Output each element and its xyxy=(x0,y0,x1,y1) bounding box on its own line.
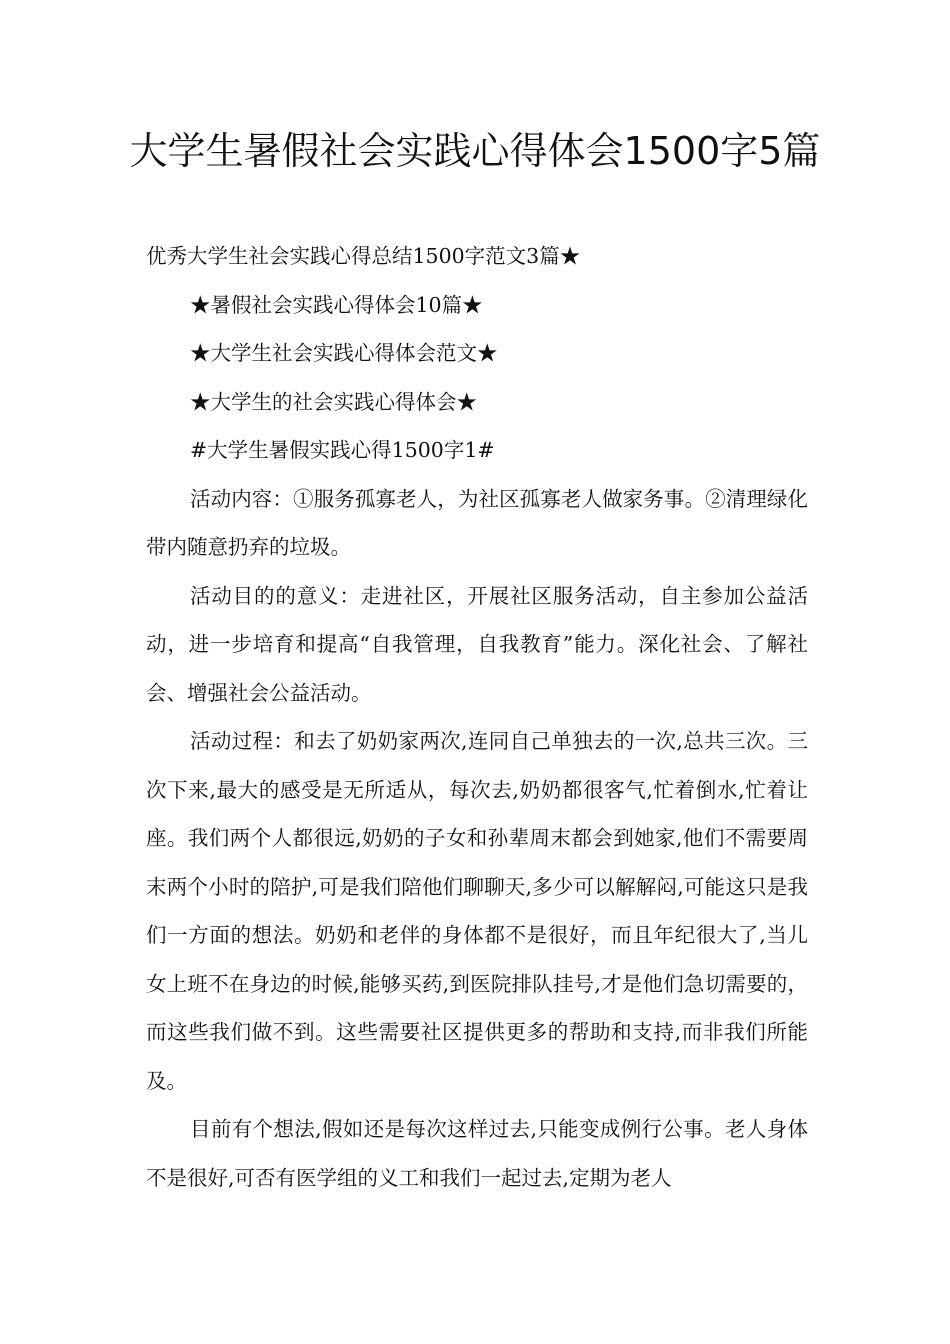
document-body xyxy=(146,232,808,1202)
paragraph: 优秀大学生社会实践心得总结1500字范文3篇★ xyxy=(146,244,581,268)
paragraph: #大学生暑假实践心得1500字1# xyxy=(190,438,495,462)
paragraph: ★大学生社会实践心得体会范文★ xyxy=(190,341,498,365)
paragraph: 活动目的的意义：走进社区，开展社区服务活动，自主参加公益活动，进一步培育和提高“自我管理，自我教育”能力。深化社会、了解社会、增强社会公益活动。 xyxy=(146,583,808,705)
document-title: 大学生暑假社会实践心得体会1500字5篇 xyxy=(129,129,821,173)
paragraph: 活动内容：①服务孤寡老人，为社区孤寡老人做家务事。②清理绿化带内随意扔弃的垃圾。 xyxy=(146,486,808,559)
paragraph: 活动过程：和去了奶奶家两次,连同自己单独去的一次,总共三次。三次下来,最大的感受是无所适从，每次去,奶奶都很客气,忙着倒水,忙着让座。我们两个人都很远,奶奶的子女和孙辈周末都会到她家,他们不需要周末两个小时的陪护,可是我们陪他们聊聊天,多少可以解解闷,可能这只是我们一方面的想法。奶奶和老伴的身体都不是很好，而且年纪很大了,当儿女上班不在身边的时候,能够买药,到医院排队挂号,才是他们急切需要的，而这些我们做不到。这些需要社区提供更多的帮助和支持,而非我们所能及。 xyxy=(146,729,808,1093)
paragraph: ★大学生的社会实践心得体会★ xyxy=(190,389,477,414)
paragraph: ★暑假社会实践心得体会10篇★ xyxy=(190,292,483,317)
paragraph: 目前有个想法,假如还是每次这样过去,只能变成例行公事。老人身体不是很好,可否有医学组的义工和我们一起过去,定期为老人 xyxy=(146,1117,808,1190)
